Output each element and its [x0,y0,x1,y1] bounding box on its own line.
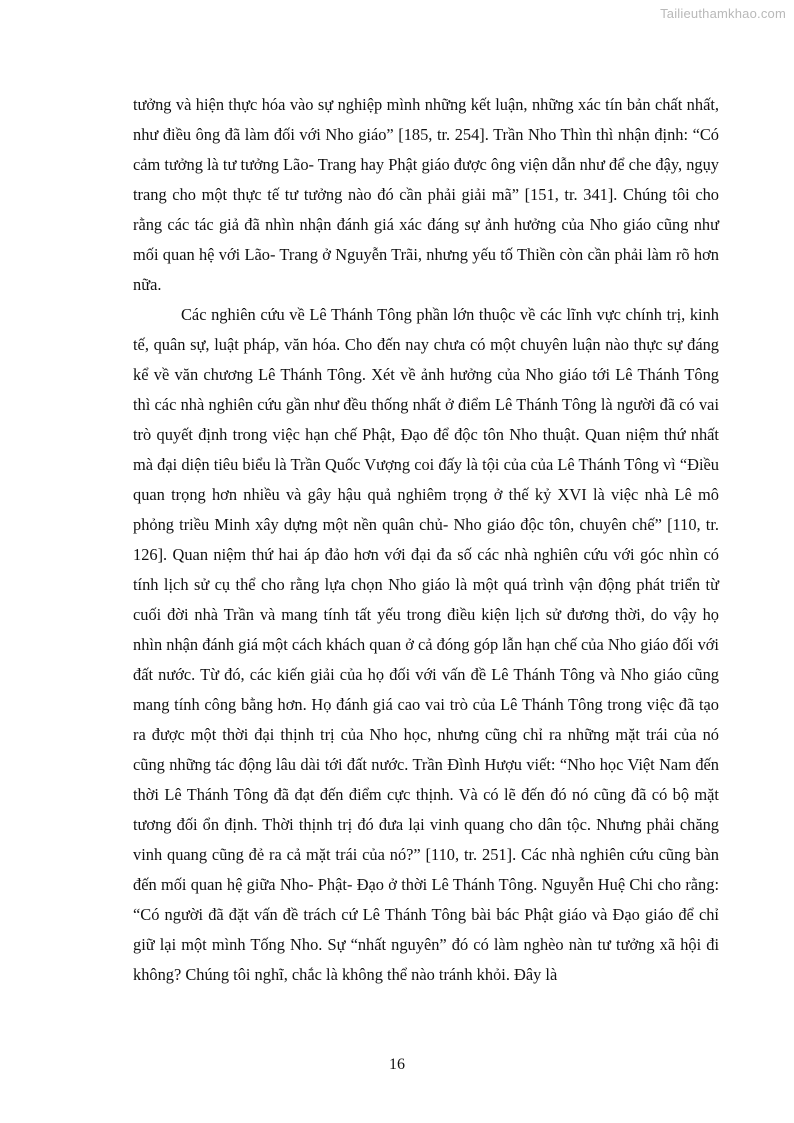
page-number: 16 [389,1056,405,1073]
watermark: Tailieuthamkhao.com [660,6,786,21]
paragraph-continuation: tưởng và hiện thực hóa vào sự nghiệp mình những kết luận, những xác tín bản chất nhất, như điều ông đã làm đối với Nho giáo” [185, tr. 254]. Trần Nho Thìn thì nhận định: “Có cảm tưởng là tư tưởng Lão- Trang hay Phật giáo được ông viện dẫn như để che đậy, ngụy trang cho một thực tế tư tưởng nào đó cần phải giải mã” [151, tr. 341]. Chúng tôi cho rằng các tác giả đã nhìn nhận đánh giá xác đáng sự ảnh hưởng của Nho giáo cũng như mối quan hệ với Lão- Trang ở Nguyễn Trãi, nhưng yếu tố Thiền còn cần phải làm rõ hơn nữa. [133,95,720,294]
paragraph-le-thanh-tong: Các nghiên cứu về Lê Thánh Tông phần lớn thuộc về các lĩnh vực chính trị, kinh tế, quân sự, luật pháp, văn hóa. Cho đến nay chưa có một chuyên luận nào thực sự đáng kể về văn chương Lê Thánh Tông. Xét về ảnh hưởng của Nho giáo tới Lê Thánh Tông thì các nhà nghiên cứu gần như đều thống nhất ở điểm Lê Thánh Tông là người đã có vai trò quyết định trong việc hạn chế Phật, Đạo để độc tôn Nho thuật. Quan niệm thứ nhất mà đại diện tiêu biểu là Trần Quốc Vượng coi đấy là tội của của Lê Thánh Tông vì “Điều quan trọng hơn nhiều và gây hậu quả nghiêm trọng ở thế kỷ XVI là việc nhà Lê mô phỏng triều Minh xây dựng một nền quân chủ- Nho giáo độc tôn, chuyên chế” [110, tr. 126]. Quan niệm thứ hai áp đảo hơn với đại đa số các nhà nghiên cứu với góc nhìn có tính lịch sử cụ thể cho rằng lựa chọn Nho giáo là một quá trình vận động phát triển từ cuối đời nhà Trần và mang tính tất yếu trong điều kiện lịch sử đương thời, do vậy họ nhìn nhận đánh giá một cách khách quan ở cả đóng góp lẫn hạn chế của Nho giáo đối với đất nước. Từ đó, các kiến giải của họ đối với vấn đề Lê Thánh Tông và Nho giáo cũng mang tính công bằng hơn. Họ đánh giá cao vai trò của Lê Thánh Tông trong việc đã tạo ra được một thời đại thịnh trị của Nho học, nhưng cũng chỉ ra những mặt trái của nó cũng những tác động lâu dài tới đất nước. Trần Đình Hượu viết: “Nho học Việt Nam đến thời Lê Thánh Tông đã đạt đến điểm cực thịnh. Và có lẽ đến đó nó cũng đã có bộ mặt tương đối ổn định. Thời thịnh trị đó đưa lại vinh quang cho dân tộc. Nhưng phải chăng vinh quang cũng đẻ ra cả mặt trái của nó?” [110, tr. 251]. Các nhà nghiên cứu cũng bàn đến mối quan hệ giữa Nho- Phật- Đạo ở thời Lê Thánh Tông. Nguyễn Huệ Chi cho rằng: “Có người đã đặt vấn đề trách cứ Lê Thánh Tông bài bác Phật giáo và Đạo giáo để chỉ giữ lại một mình Tống Nho. Sự “nhất nguyên” đó có làm nghèo nàn tư tưởng xã hội đi không? Chúng tôi nghĩ, chắc là không thể nào tránh khỏi. Đây là [133,305,719,984]
body-text [133,90,719,990]
